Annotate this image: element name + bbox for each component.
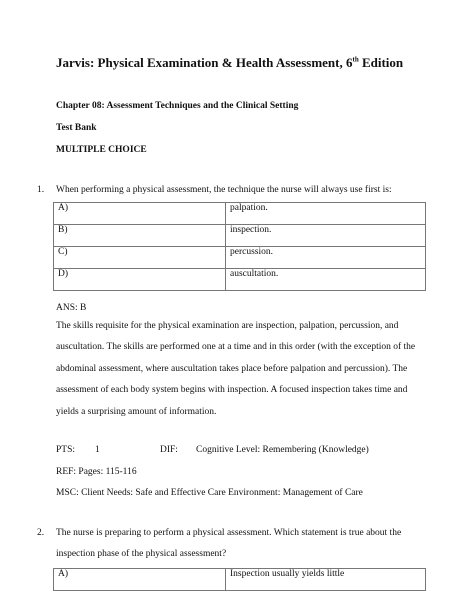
question-stem-line-2: inspection phase of the physical assessment? [56,549,227,559]
chapter-heading: Chapter 08: Assessment Techniques and the Clinical Setting [56,101,299,111]
option-row [54,569,426,591]
option-letter: C) [54,247,226,269]
option-letter: B) [54,225,226,247]
question-number: 1. [37,185,45,195]
client-needs: MSC: Client Needs: Safe and Effective Care Environment: Management of Care [56,488,363,498]
question-number: 2. [37,528,45,538]
option-text: percussion. [226,247,426,269]
option-letter: A) [54,569,226,591]
options-table [53,202,426,291]
reference: REF: Pages: 115-116 [56,467,137,477]
answer-rationale: The skills requisite for the physical examination are inspection, palpation, percussion, and auscultation. The skills are performed one at a time and in this order (with the exception of the abdominal assessment, where auscultation takes place before palpation and percussion). The assessment of each body system begins with inspection. A focused inspection takes time and yields a surprising amount of information. [56,321,416,417]
options-table [53,568,426,591]
option-row [54,225,426,247]
document-title: Jarvis: Physical Examination & Health Assessment, 6th Edition [56,55,404,70]
question-stem-line-1: The nurse is preparing to perform a physical assessment. Which statement is true about the [56,528,402,538]
question-stem: When performing a physical assessment, the technique the nurse will always use first is: [56,185,392,195]
option-letter: A) [54,203,226,225]
option-text: Inspection usually yields little [226,569,426,591]
difficulty-label: DIF: [160,445,178,455]
points-value: 1 [95,445,100,455]
option-row [54,203,426,225]
test-bank-heading: Test Bank [56,123,97,133]
section-heading: MULTIPLE CHOICE [56,145,147,155]
option-text: palpation. [226,203,426,225]
option-row [54,247,426,269]
option-text: inspection. [226,225,426,247]
option-letter: D) [54,269,226,291]
difficulty-value: Cognitive Level: Remembering (Knowledge) [196,445,369,455]
answer-key: ANS: B [56,303,87,313]
option-text: auscultation. [226,269,426,291]
option-row [54,269,426,291]
points-label: PTS: [56,445,76,455]
